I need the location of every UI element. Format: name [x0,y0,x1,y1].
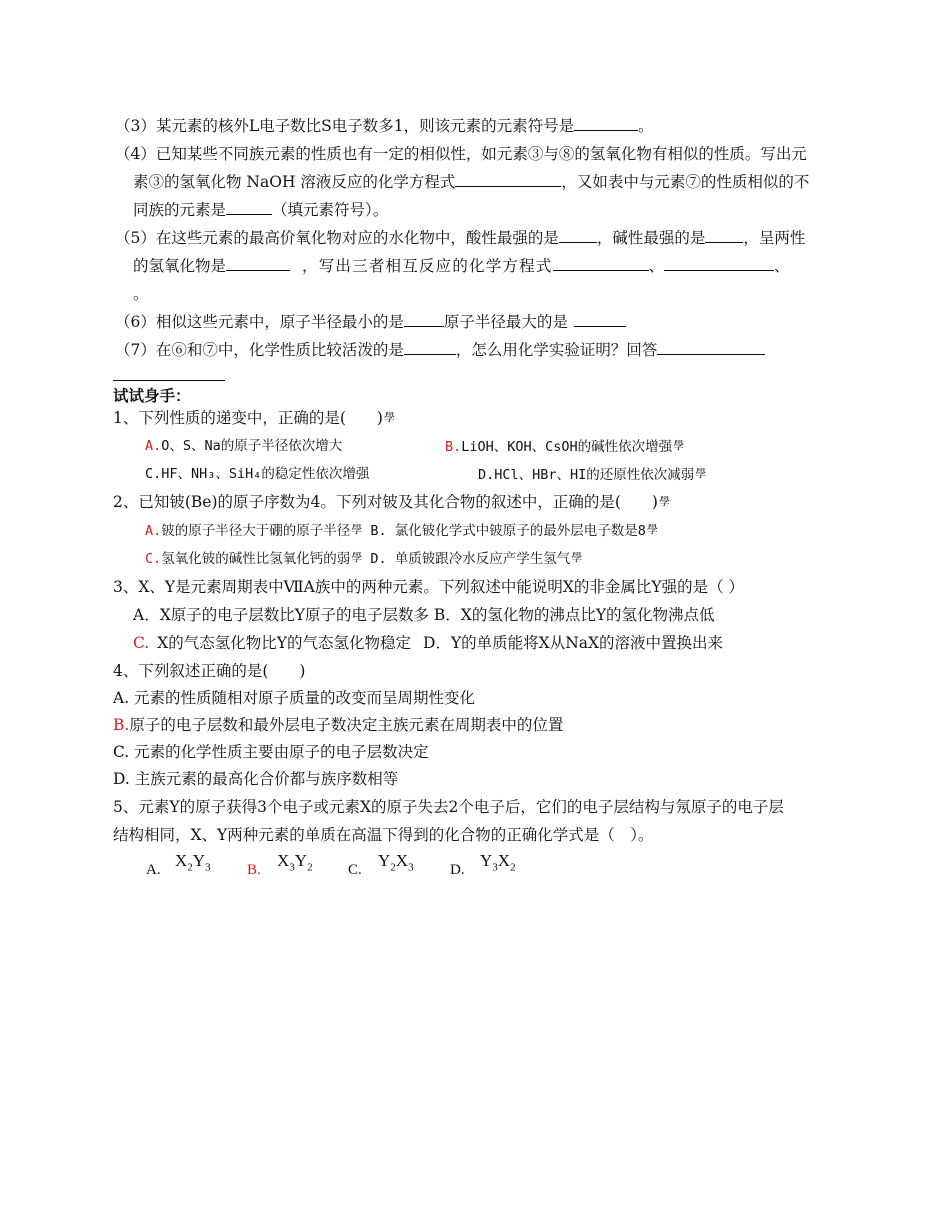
q1-option-a[interactable] [145,436,342,456]
q4-b-text: 原子的电子层数和最外层电子数决定主族元素在周期表中的位置 [129,716,564,734]
fill-question-4-line3 [133,200,388,220]
q5-c-el1: Y [378,851,391,870]
q5-text-d: 的氢氧化物是 [133,257,227,275]
q5-c-label[interactable]: C. [348,862,362,878]
fill-question-7 [115,340,765,360]
q5-a-el1: X [175,851,188,870]
q5-text-e: ，写出三者相互反应的化学方程式 [302,257,553,275]
fill-question-4-line2 [133,172,809,192]
q5-acid-blank[interactable] [559,228,597,243]
q6-text-b: 原子半径最大的是 [443,313,568,331]
q5-equation1-blank[interactable] [553,256,649,271]
fill-question-3 [115,116,654,136]
q4-line3-suffix: （填元素符号）。 [272,201,389,219]
mc-question-2-stem [113,492,670,512]
q1-option-b[interactable] [445,436,684,457]
q5-amphoteric-blank[interactable] [226,256,290,271]
mark-icon: 學 [383,411,395,424]
q2-d-text[interactable]: D. 单质铍跟冷水反应产学生氢气 [370,551,571,567]
q5-text-a: （5）在这些元素的最高价氧化物对应的水化物中，酸性最强的是 [115,229,559,247]
q1-d-label: D. [478,467,495,483]
mc-question-3-stem: 3、X、Y是元素周期表中ⅦA族中的两种元素。下列叙述中能说明X的非金属比Y强的是（ ） [113,578,745,596]
fill-question-6 [115,312,626,332]
fill-question-4-line1: （4）已知某些不同族元素的性质也有一定的相似性，如元素③与⑧的氢氧化物有相似的性质。写出元 [115,145,807,163]
mark-icon: 學 [646,523,658,536]
fill-question-5-line2 [133,256,790,276]
q4-line2-prefix: 素③的氢氧化物 NaOH 溶液反应的化学方程式 [133,173,456,191]
q5-d-n1: 3 [492,861,498,874]
q7-text-a: （7）在⑥和⑦中，化学性质比较活泼的是 [115,341,404,359]
q3-suffix: 。 [638,117,654,135]
mark-icon: 學 [571,551,583,564]
q5-a-n2: 3 [205,861,211,874]
q7-answer-continuation-line[interactable] [113,380,225,381]
q2-b-text[interactable]: B. 氯化铍化学式中铍原子的最外层电子数是8 [370,523,646,539]
q5-text-b: ，碱性最强的是 [596,229,706,247]
fill-question-5-line1 [115,228,805,248]
q5-c-n2: 3 [408,861,414,874]
mark-icon: 學 [351,551,363,564]
q1-a-text: O、S、Na的原子半径依次增大 [161,438,343,454]
q3-options-cd [133,633,723,653]
q1-c-label: C. [145,466,162,482]
q5-c-el2: X [395,851,409,870]
mc-question-5-stem-line1: 5、元素Y的原子获得3个电子或元素X的原子失去2个电子后，它们的电子层结构与氖原子的电子层 [113,798,784,816]
q2-a-label[interactable]: A. [145,523,162,539]
q5-b-n1: 3 [289,861,295,874]
q5-b-n2: 2 [307,861,313,874]
q2-stem-text: 2、已知铍(Be)的原子序数为4。下列对铍及其化合物的叙述中，正确的是( ) [113,493,658,511]
q2-options-ab [145,520,658,541]
q7-text-b: ，怎么用化学实验证明？回答 [455,341,658,359]
q3-answer-blank[interactable] [574,116,638,131]
q5-b-label[interactable]: B. [247,862,261,878]
q2-c-text[interactable]: 氢氧化铍的碱性比氢氧化钙的弱 [161,551,351,567]
q5-a-el2: Y [192,851,206,870]
q3-c-label[interactable]: C. [133,634,150,652]
q5-d-el2: X [497,851,511,870]
mark-icon: 學 [695,467,707,480]
q5-c-formula[interactable] [378,851,414,873]
q4-line3-prefix: 同族的元素是 [133,201,227,219]
q3-c-text[interactable]: X的气态氢化物比Y的气态氢化物稳定 [157,634,412,652]
q2-a-text[interactable]: 铍的原子半径大于硼的原子半径 [161,523,351,539]
q5-d-el1: Y [480,851,493,870]
q5-d-n2: 2 [510,861,516,874]
q4-option-d[interactable]: D. 主族元素的最高化合价都与族序数相等 [113,770,399,788]
q4-line2-suffix: ，又如表中与元素⑦的性质相似的不 [561,173,810,191]
mark-icon: 學 [351,523,363,536]
q4-equation-blank[interactable] [455,172,561,187]
q3-options-ab[interactable]: A．X原子的电子层数比Y原子的电子层数多 B．X的氢化物的沸点比Y的氢化物沸点低 [133,606,715,624]
q5-b-formula[interactable] [277,851,313,873]
mc-question-1-stem [113,408,395,428]
q5-sep2: 、 [774,257,790,275]
section-title: 试试身手： [113,386,191,405]
q5-c-n1: 2 [390,861,396,874]
mc-question-4-stem: 4、下列叙述正确的是( ) [113,662,306,680]
q5-text-c: ，呈两性 [743,229,806,247]
q4-option-b[interactable] [113,715,563,735]
q1-d-text: HCl、HBr、HI的还原性依次减弱 [494,467,695,483]
q5-b-el1: X [277,851,290,870]
q2-options-cd [145,548,582,569]
q3-d-text[interactable]: D．Y的单质能将X从NaX的溶液中置换出来 [423,634,724,652]
mark-icon: 學 [658,495,670,508]
q5-a-n1: 2 [187,861,193,874]
q4-b-label: B. [113,716,130,734]
q6-smallest-blank[interactable] [404,312,444,327]
q2-c-label[interactable]: C. [145,551,162,567]
q5-base-blank[interactable] [705,228,743,243]
q3-prefix: （3）某元素的核外L电子数比S电子数多1，则该元素的元素符号是 [115,117,575,135]
q1-c-text: HF、NH₃、SiH₄的稳定性依次增强 [161,466,370,482]
q1-option-c[interactable] [145,464,369,484]
q5-b-el2: Y [294,851,308,870]
q4-option-a[interactable]: A. 元素的性质随相对原子质量的改变而呈周期性变化 [113,689,476,707]
q5-a-label[interactable]: A. [146,862,161,878]
q5-d-formula[interactable] [480,851,516,873]
q4-option-c[interactable]: C. 元素的化学性质主要由原子的电子层数决定 [113,743,429,761]
q5-a-formula[interactable] [175,851,211,873]
q5-equation2-blank[interactable] [664,256,774,271]
q1-b-label: B. [445,439,462,455]
q1-b-text: LiOH、KOH、CsOH的碱性依次增强 [461,439,673,455]
q7-answer-blank[interactable] [657,340,765,355]
q5-line3: 。 [133,285,149,303]
q6-text-a: （6）相似这些元素中，原子半径最小的是 [115,313,404,331]
q7-active-blank[interactable] [404,340,456,355]
q1-option-d[interactable] [478,464,706,485]
q5-sep1: 、 [648,257,665,275]
mc-question-5-stem-line2: 结构相同，X、Y两种元素的单质在高温下得到的化合物的正确化学式是（ ）。 [113,826,654,844]
q1-stem-text: 1、下列性质的递变中，正确的是( ) [113,409,383,427]
q5-d-label[interactable]: D. [450,862,465,878]
mark-icon: 學 [673,439,685,452]
q6-largest-blank[interactable] [574,312,626,327]
q4-element-blank[interactable] [226,200,272,215]
q1-a-label: A. [145,438,162,454]
